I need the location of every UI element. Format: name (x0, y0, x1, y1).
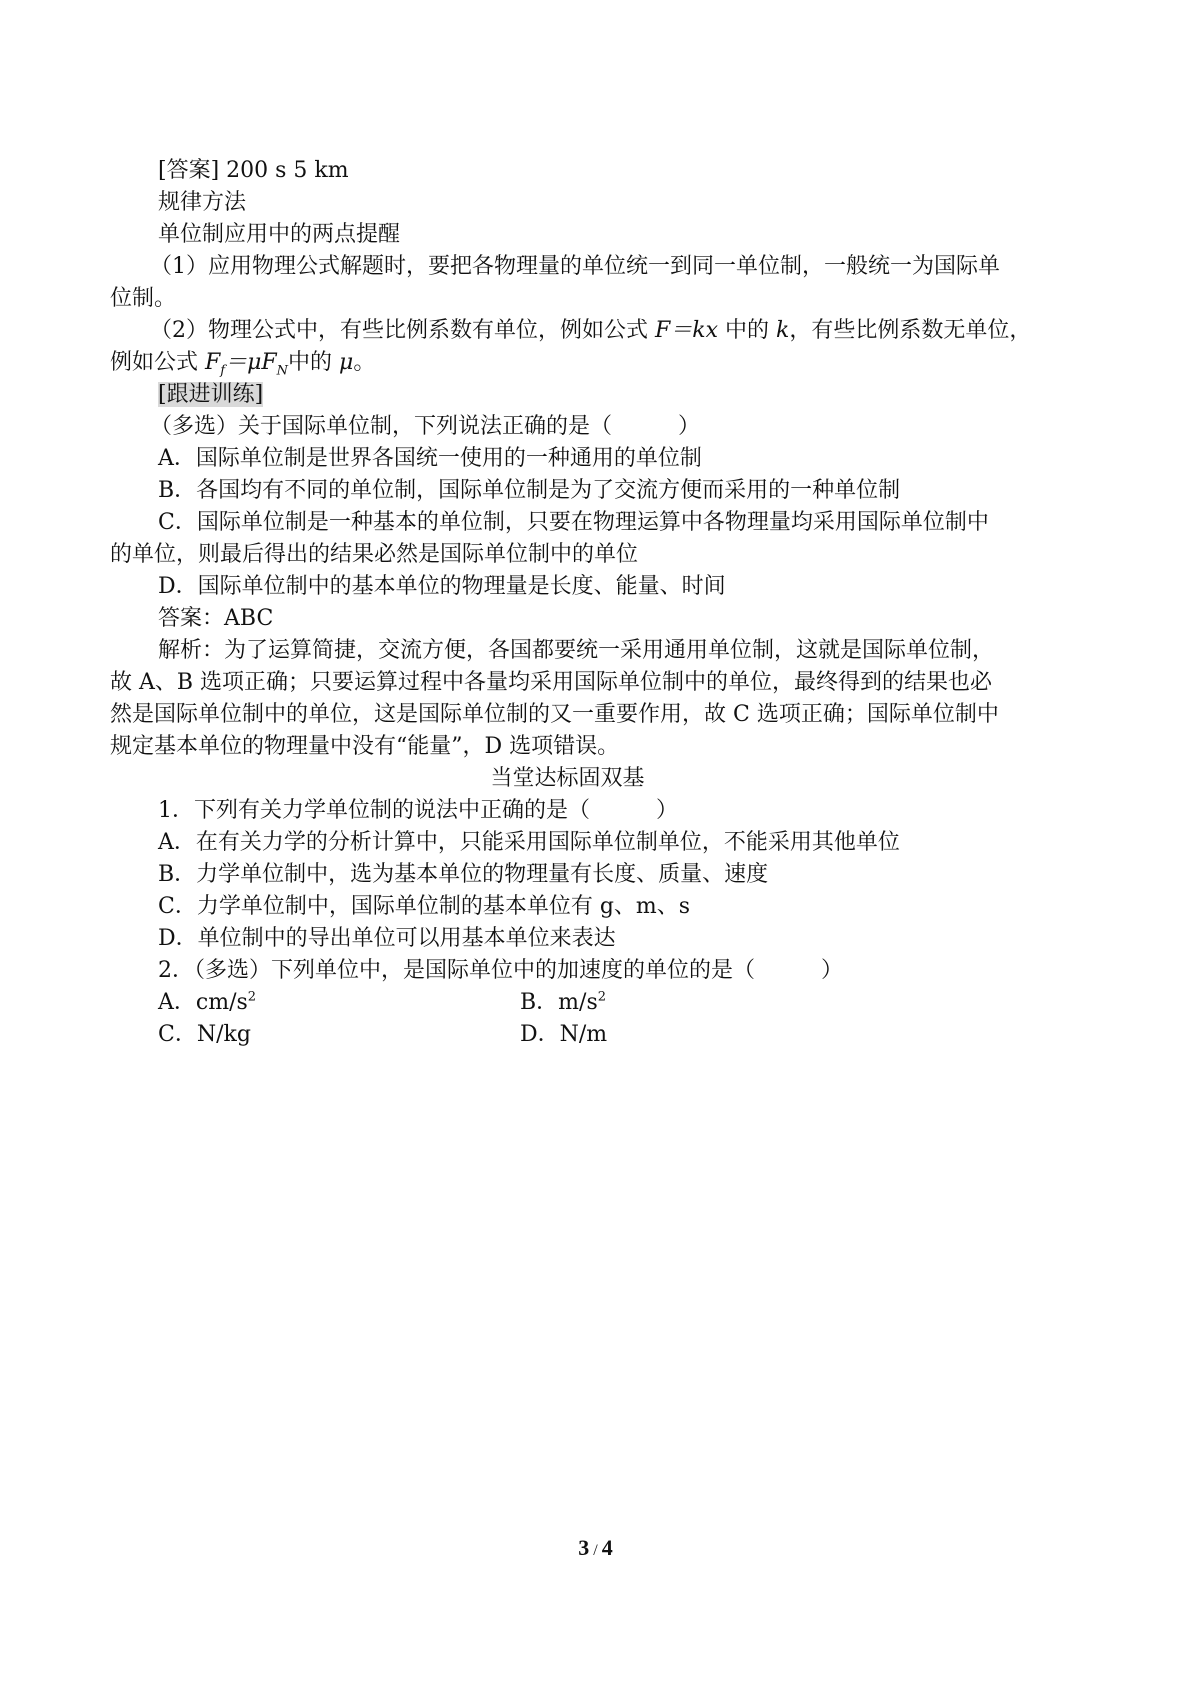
question-1-option-d: D．单位制中的导出单位可以用基本单位来表达 (158, 926, 616, 951)
training-label: [跟进训练] (158, 382, 264, 407)
training-option-c-line-2: 的单位，则最后得出的结果必然是国际单位制中的单位 (110, 542, 639, 567)
document-body (110, 155, 1085, 1051)
question-2-options-row-2 (110, 1019, 1085, 1051)
formula-f-kx: F＝kx (655, 318, 719, 343)
explanation-line-1: 解析：为了运算简捷，交流方便，各国都要统一采用通用单位制，这就是国际单位制， (158, 638, 995, 663)
question-1-option-b: B．力学单位制中，选为基本单位的物理量有长度、质量、速度 (158, 862, 769, 887)
point-2-line-1: （2）物理公式中，有些比例系数有单位，例如公式 F＝kx 中的 k，有些比例系数无单位， (150, 318, 1032, 343)
method-subtitle: 单位制应用中的两点提醒 (158, 222, 401, 247)
question-2-option-b: B．$m/s^2$ (520, 989, 607, 1015)
explanation-line-4: 规定基本单位的物理量中没有“能量”，D 选项错误。 (110, 734, 620, 759)
question-2: 2．（多选）下列单位中，是国际单位中的加速度的单位的是（ ） (158, 958, 843, 983)
training-option-d: D．国际单位制中的基本单位的物理量是长度、能量、时间 (158, 574, 726, 599)
training-question: （多选）关于国际单位制，下列说法正确的是（ ） (150, 414, 701, 439)
point-2-line-2: 例如公式 $F_f=\mu F_N$中的 μ。 (110, 350, 376, 379)
previous-answer: [答案] 200 s 5 km (158, 158, 349, 183)
symbol-mu: μ (339, 350, 354, 375)
question-1-option-a: A．在有关力学的分析计算中，只能采用国际单位制单位，不能采用其他单位 (158, 830, 900, 855)
method-title: 规律方法 (158, 190, 247, 215)
explanation-line-2: 故 A、B 选项正确；只要运算过程中各量均采用国际单位制中的单位，最终得到的结果也必 (110, 670, 993, 695)
question-1: 1．下列有关力学单位制的说法中正确的是（ ） (158, 798, 678, 823)
formula-friction: $F_f=\mu F_N$ (205, 350, 289, 379)
question-2-option-d: D．N/m (520, 1022, 608, 1047)
explanation-line-3: 然是国际单位制中的单位，这是国际单位制的又一重要作用，故 C 选项正确；国际单位制中 (110, 702, 999, 727)
point-1-line-2: 位制。 (110, 286, 177, 311)
training-option-a: A．国际单位制是世界各国统一使用的一种通用的单位制 (158, 446, 702, 471)
question-2-option-a: A．$cm/s^2$ (158, 989, 257, 1015)
training-option-c-line-1: C．国际单位制是一种基本的单位制，只要在物理运算中各物理量均采用国际单位制中 (158, 510, 989, 535)
question-2-options-row-1 (110, 987, 1085, 1019)
training-option-b: B．各国均有不同的单位制，国际单位制是为了交流方便而采用的一种单位制 (158, 478, 901, 503)
point-1-line-1: （1）应用物理公式解题时，要把各物理量的单位统一到同一单位制，一般统一为国际单 (150, 254, 1000, 279)
question-1-option-c: C．力学单位制中，国际单位制的基本单位有 g、m、s (158, 894, 691, 919)
page-number: 3 / 4 (578, 1535, 613, 1560)
symbol-k: k (776, 318, 790, 343)
training-answer: 答案：ABC (158, 606, 274, 631)
section-title: 当堂达标固双基 (490, 766, 645, 791)
question-2-option-c: C．N/kg (158, 1022, 251, 1047)
